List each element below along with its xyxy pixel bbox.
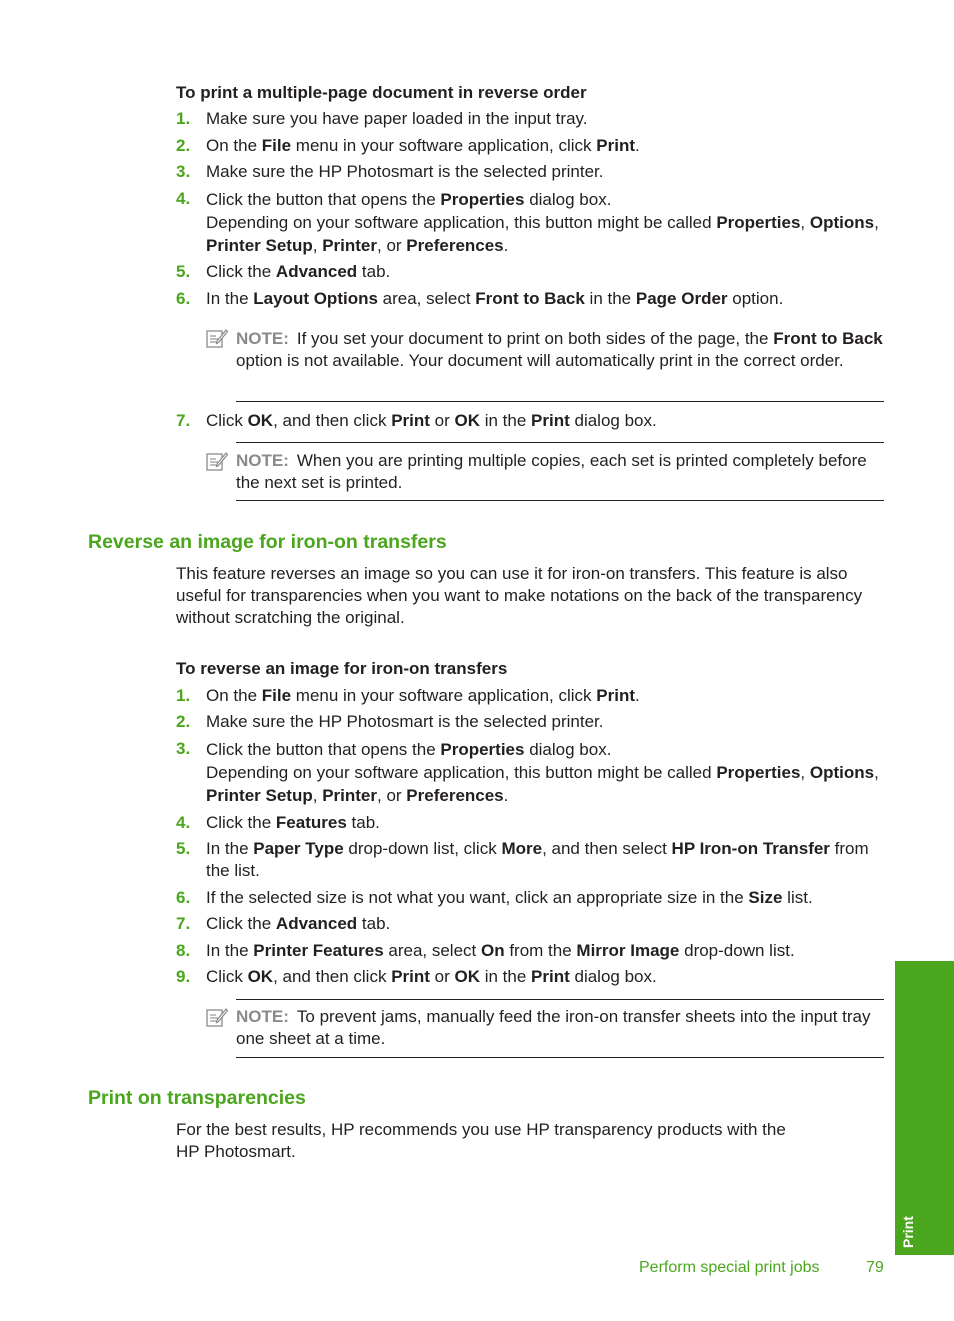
note-label: NOTE: <box>236 451 289 470</box>
step-text: Make sure the HP Photosmart is the selected printer. <box>206 712 604 731</box>
note-divider <box>236 500 884 501</box>
step-text: On the File menu in your software application, click Print. <box>206 136 640 155</box>
note-label: NOTE: <box>236 329 289 348</box>
step-text: Click OK, and then click Print or OK in the Print dialog box. <box>206 967 657 986</box>
step-text: Make sure you have paper loaded in the input tray. <box>206 109 588 128</box>
step-text: Click OK, and then click Print or OK in the Print dialog box. <box>206 411 657 430</box>
procedure-title-reverse-order: To print a multiple-page document in reverse order <box>176 83 587 102</box>
page-number: 79 <box>866 1259 884 1276</box>
step-text: In the Printer Features area, select On from the Mirror Image drop-down list. <box>206 941 795 960</box>
step-number: 3. <box>176 162 191 181</box>
note-divider <box>236 442 884 443</box>
step-number: 4. <box>176 813 191 832</box>
note-pencil-icon <box>206 328 228 348</box>
step-number: 8. <box>176 941 191 960</box>
step-text: On the File menu in your software application, click Print. <box>206 686 640 705</box>
note-pencil-icon <box>206 1007 228 1027</box>
step-text: Click the button that opens the Properties dialog box. Depending on your software application, this button might be called Properties, Options, Printer Setup, Printer, or Preferences. <box>206 740 879 805</box>
note-text: NOTE: To prevent jams, manually feed the iron-on transfer sheets into the input tray one sheet at a time. <box>236 1007 871 1048</box>
step-number: 3. <box>176 739 191 758</box>
chapter-tab-label: Print <box>900 1216 916 1248</box>
step-number: 2. <box>176 712 191 731</box>
chapter-tab <box>895 961 954 1255</box>
step-number: 1. <box>176 109 191 128</box>
step-text: Make sure the HP Photosmart is the selected printer. <box>206 162 604 181</box>
note-text: NOTE: If you set your document to print on both sides of the page, the Front to Back option is not available. Your document will automatically print in the correct order. <box>236 329 883 370</box>
section-heading-transparencies: Print on transparencies <box>88 1087 306 1109</box>
step-text: In the Paper Type drop-down list, click More, and then select HP Iron-on Transfer from the list. <box>206 839 869 880</box>
section-intro: This feature reverses an image so you can use it for iron-on transfers. This feature is also useful for transparencies when you want to make notations on the back of the transparency without scratching the original. <box>176 564 863 627</box>
note-divider <box>236 401 884 402</box>
step-number: 6. <box>176 888 191 907</box>
step-text: In the Layout Options area, select Front to Back in the Page Order option. <box>206 289 784 308</box>
note-text: NOTE: When you are printing multiple copies, each set is printed completely before the next set is printed. <box>236 451 867 492</box>
step-number: 5. <box>176 839 191 858</box>
step-text: Click the Advanced tab. <box>206 262 391 281</box>
step-number: 4. <box>176 189 191 208</box>
step-number: 7. <box>176 914 191 933</box>
step-text: Click the Advanced tab. <box>206 914 391 933</box>
note-pencil-icon <box>206 451 228 471</box>
step-text: Click the Features tab. <box>206 813 380 832</box>
step-number: 7. <box>176 411 191 430</box>
step-number: 9. <box>176 967 191 986</box>
note-divider <box>236 999 884 1000</box>
step-number: 2. <box>176 136 191 155</box>
step-text: If the selected size is not what you want, click an appropriate size in the Size list. <box>206 888 813 907</box>
step-text: Click the button that opens the Properties dialog box. Depending on your software application, this button might be called Properties, Options, Printer Setup, Printer, or Preferences. <box>206 190 879 255</box>
section-heading-iron-on: Reverse an image for iron-on transfers <box>88 531 447 553</box>
step-number: 1. <box>176 686 191 705</box>
step-number: 5. <box>176 262 191 281</box>
footer-section-title: Perform special print jobs <box>639 1259 820 1276</box>
note-label: NOTE: <box>236 1007 289 1026</box>
procedure-title-iron-on: To reverse an image for iron-on transfers <box>176 659 508 678</box>
section-intro: For the best results, HP recommends you use HP transparency products with the HP Photosmart. <box>176 1120 786 1161</box>
note-divider <box>236 1057 884 1058</box>
step-number: 6. <box>176 289 191 308</box>
